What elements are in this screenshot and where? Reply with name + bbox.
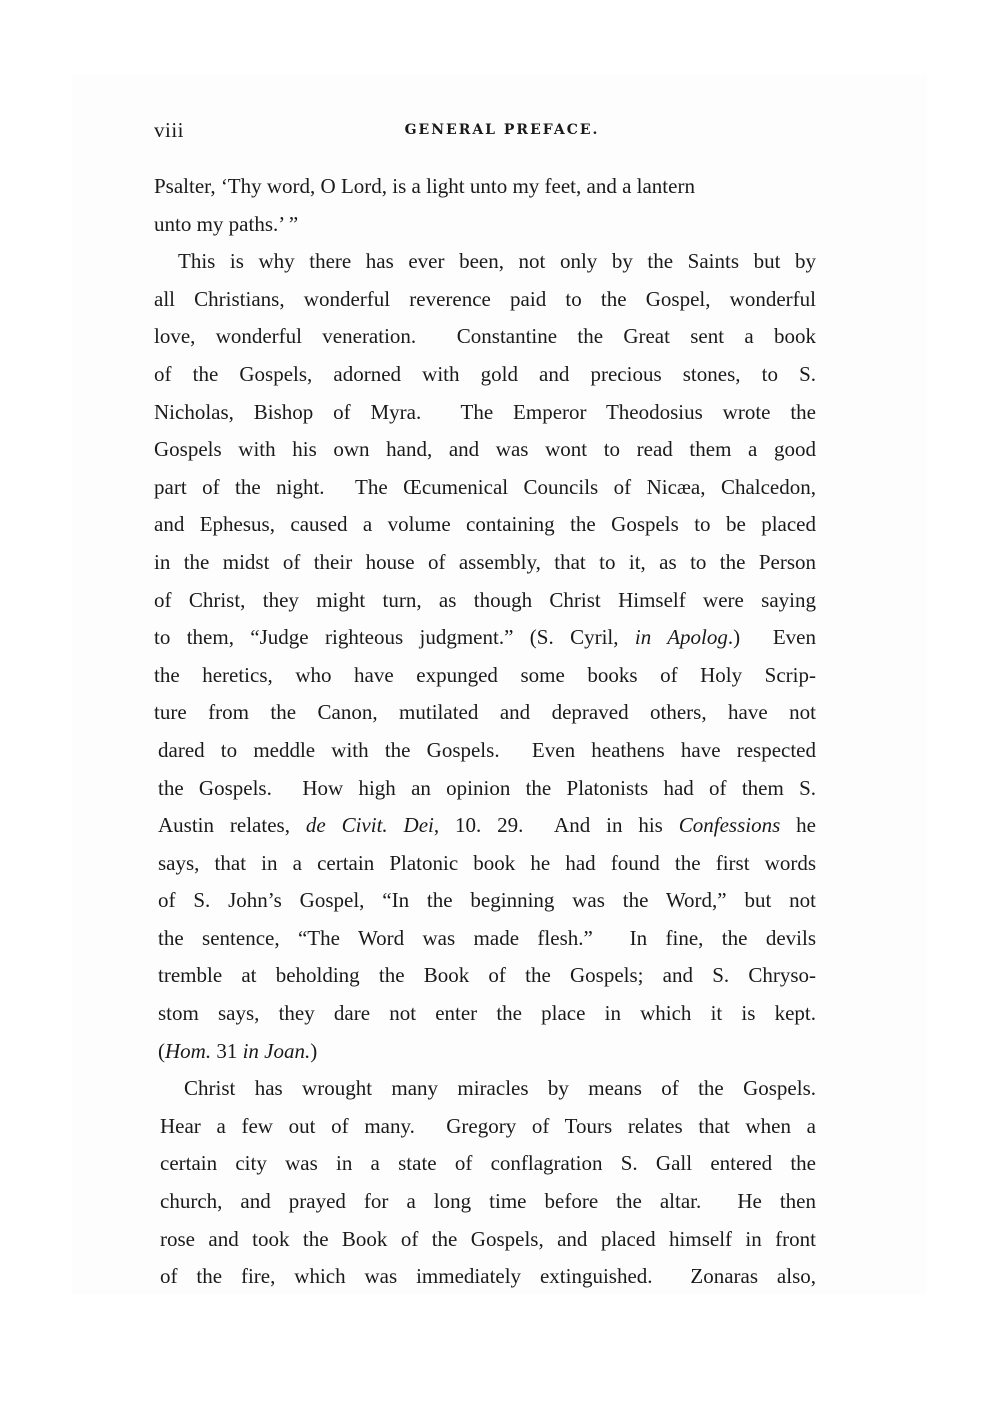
- text-line: stom says, they dare not enter the place in which it is kept.: [158, 1001, 816, 1026]
- page-number: viii: [154, 118, 185, 142]
- text-line: ture from the Canon, mutilated and depraved others, have not: [154, 700, 816, 725]
- text-line: dared to meddle with the Gospels. Even heathens have respected: [158, 737, 816, 762]
- paragraph-start-line: Christ has wrought many miracles by means of the Gospels.: [184, 1076, 816, 1101]
- italic-citation: de Civit. Dei: [305, 813, 434, 838]
- text-line: Gospels with his own hand, and was wont to read them a good: [154, 437, 816, 462]
- text-line: tremble at beholding the Book of the Gospels; and S. Chryso-: [158, 963, 816, 988]
- text-line: of the fire, which was immediately extinguished. Zonaras also,: [160, 1264, 816, 1289]
- text-line: certain city was in a state of conflagration S. Gall entered the: [160, 1151, 816, 1176]
- text-line: love, wonderful veneration. Constantine the Great sent a book: [154, 324, 816, 349]
- text-line: says, that in a certain Platonic book he had found the first words: [158, 850, 816, 875]
- text-line: all Christians, wonderful reverence paid to the Gospel, wonderful: [154, 286, 816, 311]
- italic-citation: in Joan.: [242, 1038, 311, 1063]
- text-line: part of the night. The Œcumenical Councils of Nicæa, Chalcedon,: [154, 474, 816, 499]
- italic-citation: Hom.: [165, 1038, 212, 1063]
- running-title: GENERAL PREFACE.: [404, 122, 600, 138]
- text-line-citation: Austin relates, de Civit. Dei, 10. 29. And in his Confessions he: [158, 813, 816, 838]
- text-line: of S. John’s Gospel, “In the beginning was the Word,” but not: [158, 888, 816, 913]
- paragraph-start-line: This is why there has ever been, not only by the Saints but by: [178, 249, 816, 274]
- running-head: [154, 118, 814, 146]
- text-line: Hear a few out of many. Gregory of Tours relates that when a: [160, 1113, 816, 1138]
- text-line: Nicholas, Bishop of Myra. The Emperor Theodosius wrote the: [154, 399, 816, 424]
- text-line-citation: (Hom. 31 in Joan.): [158, 1038, 318, 1063]
- text-line: the heretics, who have expunged some books of Holy Scrip-: [154, 662, 816, 687]
- text-line: and Ephesus, caused a volume containing the Gospels to be placed: [154, 512, 816, 537]
- text-line: of the Gospels, adorned with gold and precious stones, to S.: [154, 361, 816, 386]
- body-text: [154, 168, 816, 1296]
- text-line: of Christ, they might turn, as though Christ Himself were saying: [154, 587, 816, 612]
- italic-title: Confessions: [678, 813, 781, 838]
- text-line: church, and prayed for a long time before the altar. He then: [160, 1189, 816, 1214]
- text-line: rose and took the Book of the Gospels, and placed himself in front: [160, 1226, 816, 1251]
- text-line: Psalter, ‘Thy word, O Lord, is a light unto my feet, and a lantern: [154, 174, 695, 198]
- text-line: the sentence, “The Word was made flesh.” In fine, the devils: [158, 925, 816, 950]
- text-line: the Gospels. How high an opinion the Platonists had of them S.: [158, 775, 816, 800]
- italic-citation: in Apolog: [634, 625, 728, 650]
- text-line: in the midst of their house of assembly, that to it, as to the Person: [154, 549, 816, 574]
- text-line: unto my paths.’ ”: [154, 211, 299, 236]
- text-line-citation: to them, “Judge righteous judgment.” (S. Cyril, in Apolog.) Even: [154, 625, 817, 650]
